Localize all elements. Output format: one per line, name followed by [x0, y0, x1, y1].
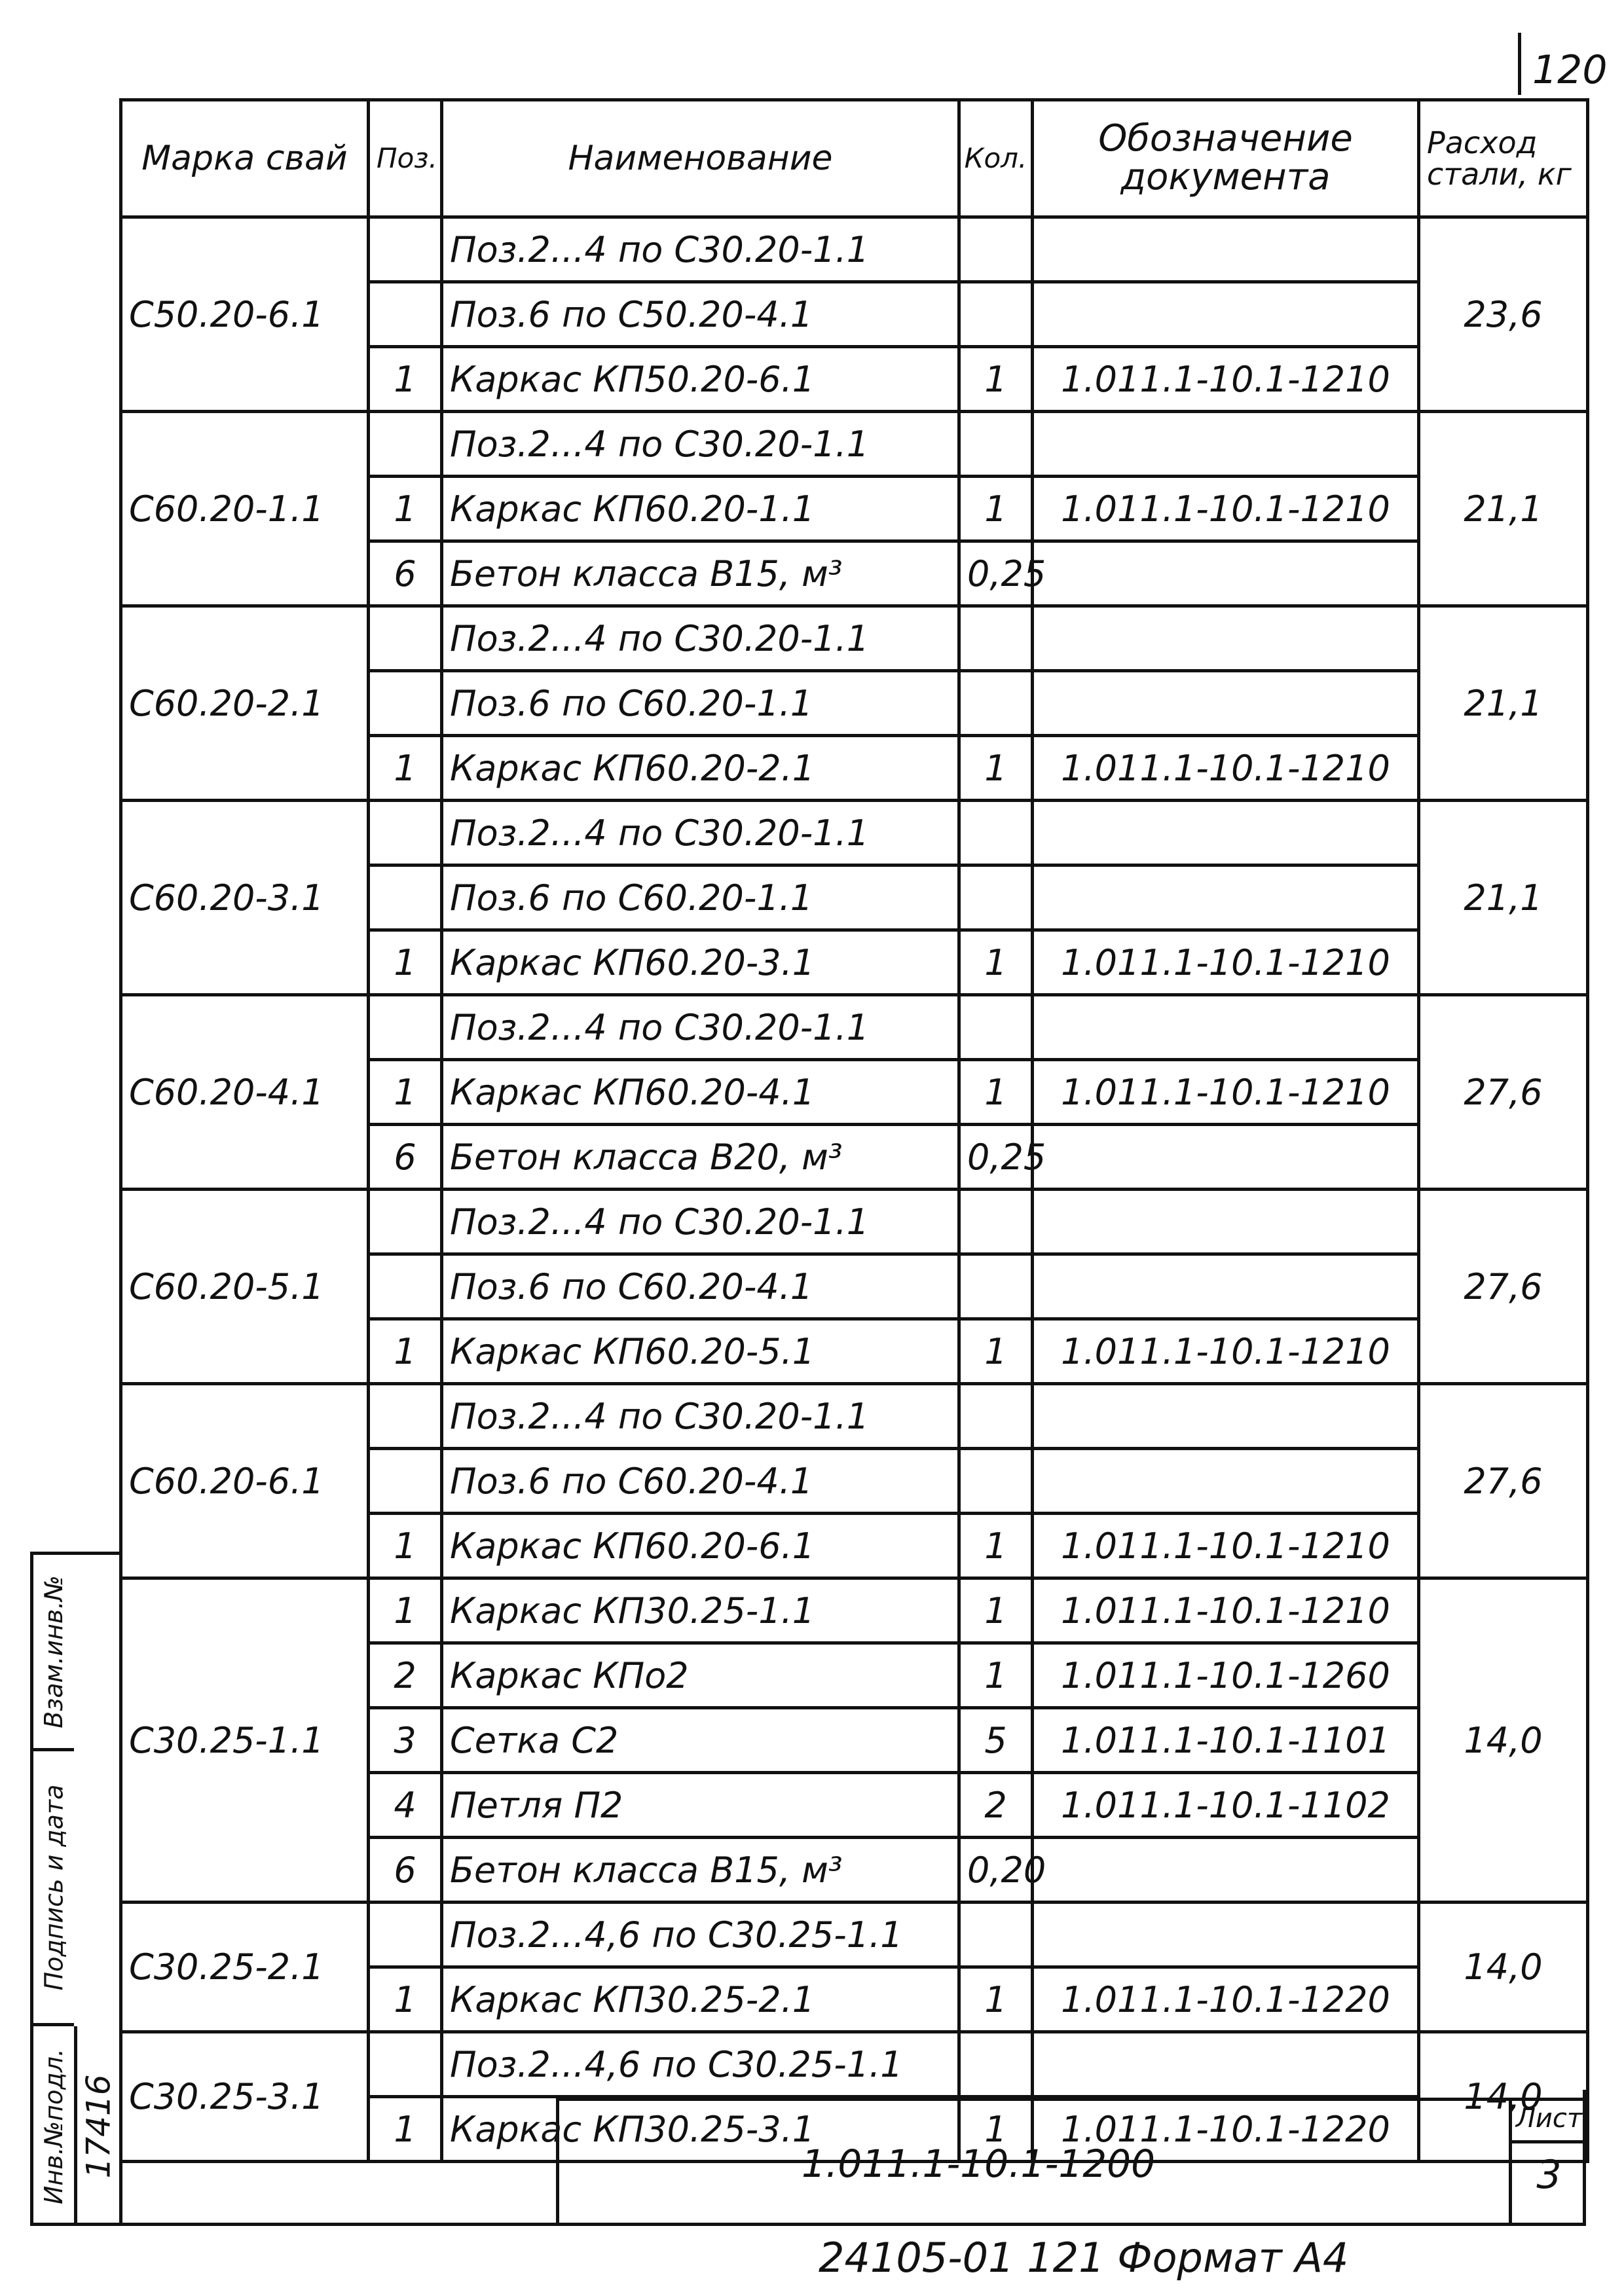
- table-body: [121, 217, 1588, 2162]
- position-cell: [369, 866, 442, 930]
- name-cell: Поз.6 по С60.20-4.1: [442, 1449, 959, 1514]
- name-cell: Каркас КП30.25-1.1: [442, 1578, 959, 1643]
- table-row: [121, 217, 1588, 282]
- name-cell: Поз.6 по С60.20-1.1: [442, 866, 959, 930]
- quantity-cell: [959, 995, 1033, 1060]
- document-cell: 1.011.1-10.1-1220: [1033, 1967, 1419, 2032]
- name-cell: Бетон класса В15, м³: [442, 1838, 959, 1903]
- title-block-main: [556, 2098, 1586, 2226]
- header-steel: Расход стали, кг: [1419, 100, 1588, 217]
- document-cell: 1.011.1-10.1-1102: [1033, 1773, 1419, 1838]
- document-cell: 1.011.1-10.1-1101: [1033, 1708, 1419, 1773]
- steel-consumption-cell: 27,6: [1419, 995, 1588, 1190]
- name-cell: Поз.2...4 по С30.20-1.1: [442, 606, 959, 671]
- document-cell: 1.011.1-10.1-1210: [1033, 1514, 1419, 1578]
- quantity-cell: 1: [959, 1643, 1033, 1708]
- quantity-cell: [959, 2032, 1033, 2097]
- document-cell: [1033, 801, 1419, 866]
- table-row: [121, 1190, 1588, 1254]
- name-cell: Поз.2...4 по С30.20-1.1: [442, 1190, 959, 1254]
- position-cell: 1: [369, 736, 442, 801]
- position-cell: 6: [369, 541, 442, 606]
- document-cell: [1033, 2032, 1419, 2097]
- quantity-cell: 0,20: [959, 1838, 1033, 1903]
- document-cell: [1033, 1190, 1419, 1254]
- table-row: [121, 606, 1588, 671]
- document-cell: [1033, 671, 1419, 736]
- position-cell: [369, 671, 442, 736]
- pile-mark-cell: С60.20-6.1: [121, 1384, 369, 1578]
- pile-mark-cell: С60.20-5.1: [121, 1190, 369, 1384]
- document-cell: [1033, 541, 1419, 606]
- document-code: 1.011.1-10.1-1200: [802, 2141, 1155, 2186]
- quantity-cell: 1: [959, 1060, 1033, 1125]
- quantity-cell: 1: [959, 1967, 1033, 2032]
- position-cell: 1: [369, 1967, 442, 2032]
- name-cell: Поз.2...4,6 по С30.25-1.1: [442, 2032, 959, 2097]
- header-doc: Обозначение документа: [1033, 100, 1419, 217]
- position-cell: 6: [369, 1838, 442, 1903]
- name-cell: Поз.2...4 по С30.20-1.1: [442, 801, 959, 866]
- name-cell: Каркас КП60.20-4.1: [442, 1060, 959, 1125]
- pile-mark-cell: С60.20-3.1: [121, 801, 369, 995]
- quantity-cell: [959, 606, 1033, 671]
- document-cell: [1033, 412, 1419, 477]
- pile-mark-cell: С30.25-2.1: [121, 1903, 369, 2032]
- header-name: Наименование: [442, 100, 959, 217]
- document-cell: 1.011.1-10.1-1260: [1033, 1643, 1419, 1708]
- side-inv-original: Инв.№подл.: [39, 2048, 69, 2204]
- position-cell: [369, 801, 442, 866]
- position-cell: 1: [369, 347, 442, 412]
- steel-consumption-cell: 14,0: [1419, 2032, 1588, 2162]
- position-cell: 1: [369, 1060, 442, 1125]
- quantity-cell: 5: [959, 1708, 1033, 1773]
- position-cell: 1: [369, 1514, 442, 1578]
- steel-consumption-cell: 14,0: [1419, 1578, 1588, 1903]
- position-cell: 1: [369, 930, 442, 995]
- quantity-cell: 1: [959, 2097, 1033, 2162]
- quantity-cell: 1: [959, 736, 1033, 801]
- pile-mark-cell: С30.25-3.1: [121, 2032, 369, 2162]
- position-cell: [369, 1384, 442, 1449]
- quantity-cell: [959, 217, 1033, 282]
- position-cell: 6: [369, 1125, 442, 1190]
- quantity-cell: [959, 1190, 1033, 1254]
- title-block: [119, 2090, 1586, 2226]
- name-cell: Каркас КП60.20-1.1: [442, 477, 959, 541]
- name-cell: Сетка С2: [442, 1708, 959, 1773]
- document-cell: [1033, 1903, 1419, 1967]
- table-row: [121, 1578, 1588, 1643]
- document-cell: 1.011.1-10.1-1210: [1033, 477, 1419, 541]
- side-signature-date: Подпись и дата: [33, 1751, 74, 2026]
- document-cell: [1033, 995, 1419, 1060]
- document-cell: 1.011.1-10.1-1210: [1033, 347, 1419, 412]
- name-cell: Поз.2...4 по С30.20-1.1: [442, 217, 959, 282]
- quantity-cell: 1: [959, 347, 1033, 412]
- position-cell: 1: [369, 1319, 442, 1384]
- quantity-cell: [959, 1449, 1033, 1514]
- table-row: [121, 801, 1588, 866]
- quantity-cell: 2: [959, 1773, 1033, 1838]
- position-cell: [369, 1254, 442, 1319]
- name-cell: Поз.2...4,6 по С30.25-1.1: [442, 1903, 959, 1967]
- table-header-row: [121, 100, 1588, 217]
- name-cell: Каркас КП60.20-3.1: [442, 930, 959, 995]
- name-cell: Каркас КП30.25-2.1: [442, 1967, 959, 2032]
- name-cell: Петля П2: [442, 1773, 959, 1838]
- position-cell: [369, 412, 442, 477]
- name-cell: Бетон класса В15, м³: [442, 541, 959, 606]
- position-cell: [369, 606, 442, 671]
- side-inv-original-value: 17416: [74, 2026, 120, 2226]
- name-cell: Бетон класса В20, м³: [442, 1125, 959, 1190]
- quantity-cell: 1: [959, 930, 1033, 995]
- quantity-cell: [959, 1384, 1033, 1449]
- document-cell: [1033, 1384, 1419, 1449]
- header-qty: Кол.: [959, 100, 1033, 217]
- document-cell: 1.011.1-10.1-1210: [1033, 1060, 1419, 1125]
- steel-consumption-cell: 27,6: [1419, 1384, 1588, 1578]
- table-row: [121, 412, 1588, 477]
- specification-table: [119, 98, 1589, 2163]
- position-cell: 3: [369, 1708, 442, 1773]
- quantity-cell: [959, 1254, 1033, 1319]
- table-row: [121, 2032, 1588, 2097]
- position-cell: 2: [369, 1643, 442, 1708]
- pile-mark-cell: С60.20-1.1: [121, 412, 369, 606]
- name-cell: Поз.2...4 по С30.20-1.1: [442, 1384, 959, 1449]
- header-pos: Поз.: [369, 100, 442, 217]
- side-inv-exchange: Взам.инв.№: [33, 1555, 74, 1751]
- quantity-cell: 1: [959, 1319, 1033, 1384]
- name-cell: Каркас КП60.20-2.1: [442, 736, 959, 801]
- position-cell: [369, 1449, 442, 1514]
- page-number: 120: [1532, 47, 1608, 93]
- position-cell: [369, 1190, 442, 1254]
- quantity-cell: 0,25: [959, 1125, 1033, 1190]
- quantity-cell: 1: [959, 1578, 1033, 1643]
- document-cell: 1.011.1-10.1-1210: [1033, 930, 1419, 995]
- position-cell: 1: [369, 1578, 442, 1643]
- name-cell: Поз.6 по С50.20-4.1: [442, 282, 959, 347]
- position-cell: [369, 995, 442, 1060]
- page-number-rule: [1518, 33, 1521, 95]
- table-row: [121, 1903, 1588, 1967]
- quantity-cell: [959, 801, 1033, 866]
- pile-mark-cell: С50.20-6.1: [121, 217, 369, 412]
- sheet-number: 3: [1536, 2152, 1562, 2198]
- position-cell: 4: [369, 1773, 442, 1838]
- table-row: [121, 1384, 1588, 1449]
- document-cell: [1033, 1449, 1419, 1514]
- quantity-cell: [959, 1903, 1033, 1967]
- steel-consumption-cell: 21,1: [1419, 801, 1588, 995]
- quantity-cell: [959, 412, 1033, 477]
- steel-consumption-cell: 14,0: [1419, 1903, 1588, 2032]
- name-cell: Поз.2...4 по С30.20-1.1: [442, 995, 959, 1060]
- steel-consumption-cell: 21,1: [1419, 606, 1588, 801]
- position-cell: 1: [369, 2097, 442, 2162]
- position-cell: 1: [369, 477, 442, 541]
- name-cell: Поз.6 по С60.20-1.1: [442, 671, 959, 736]
- pile-mark-cell: С30.25-1.1: [121, 1578, 369, 1903]
- quantity-cell: 1: [959, 477, 1033, 541]
- position-cell: [369, 282, 442, 347]
- document-cell: [1033, 1838, 1419, 1903]
- side-stamp: [30, 1552, 119, 2226]
- document-cell: [1033, 1125, 1419, 1190]
- name-cell: Каркас КП50.20-6.1: [442, 347, 959, 412]
- name-cell: Поз.6 по С60.20-4.1: [442, 1254, 959, 1319]
- document-cell: [1033, 217, 1419, 282]
- position-cell: [369, 2032, 442, 2097]
- name-cell: Поз.2...4 по С30.20-1.1: [442, 412, 959, 477]
- steel-consumption-cell: 21,1: [1419, 412, 1588, 606]
- quantity-cell: [959, 866, 1033, 930]
- document-cell: [1033, 282, 1419, 347]
- sheet-cell: [1509, 2101, 1586, 2226]
- header-mark: Марка свай: [121, 100, 369, 217]
- quantity-cell: 1: [959, 1514, 1033, 1578]
- document-cell: 1.011.1-10.1-1210: [1033, 1319, 1419, 1384]
- steel-consumption-cell: 27,6: [1419, 1190, 1588, 1384]
- document-cell: [1033, 606, 1419, 671]
- quantity-cell: 0,25: [959, 541, 1033, 606]
- sheet-label: Лист: [1512, 2104, 1586, 2143]
- name-cell: Каркас КПо2: [442, 1643, 959, 1708]
- position-cell: [369, 217, 442, 282]
- quantity-cell: [959, 671, 1033, 736]
- steel-consumption-cell: 23,6: [1419, 217, 1588, 412]
- document-cell: [1033, 866, 1419, 930]
- name-cell: Каркас КП30.25-3.1: [442, 2097, 959, 2162]
- name-cell: Каркас КП60.20-6.1: [442, 1514, 959, 1578]
- document-cell: 1.011.1-10.1-1210: [1033, 736, 1419, 801]
- quantity-cell: [959, 282, 1033, 347]
- table-row: [121, 995, 1588, 1060]
- name-cell: Каркас КП60.20-5.1: [442, 1319, 959, 1384]
- position-cell: [369, 1903, 442, 1967]
- pile-mark-cell: С60.20-2.1: [121, 606, 369, 801]
- document-cell: 1.011.1-10.1-1210: [1033, 1578, 1419, 1643]
- pile-mark-cell: С60.20-4.1: [121, 995, 369, 1190]
- footer-format: 24105-01 121 Формат А4: [819, 2234, 1349, 2282]
- document-cell: 1.011.1-10.1-1220: [1033, 2097, 1419, 2162]
- document-cell: [1033, 1254, 1419, 1319]
